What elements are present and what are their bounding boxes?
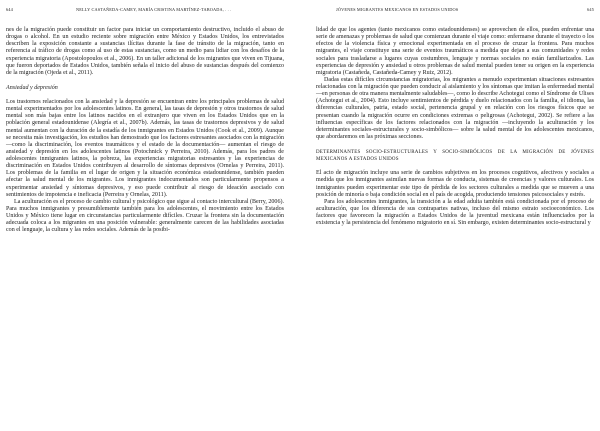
left-page: [0, 0, 290, 431]
paragraph: Los trastornos relacionados con la ansiedad y la depresión se encuentran entre los principales problemas de salud mental experimentados por los adolescentes latinos. En general, las tasas de depresión y otros trastornos de salud mental son más bajas entre los latinos nacidos en el extranjero que viven en los Estados Unidos que en la población general estadounidense (Alegría et al., 2007b). Además, las tasas de trastornos depresivos y de salud mental aumentan con la duración de la estadía de los inmigrantes en Estados Unidos (Cook et al., 2009). Aunque se necesita más investigación, los estudios han demostrado que los factores estresantes asociados con la migración —como la discriminación, los eventos traumáticos y el estado de la documentación— aumentan el riesgo de ansiedad y depresión en los adolescentes latinos (Potochnick y Perreira, 2010). Además, para los padres de adolescentes inmigrantes latinos, la pobreza, las experiencias migratorias estresantes y las experiencias de discriminación en Estados Unidos contribuyen al desarrollo de síntomas depresivos (Ornelas y Perreira, 2011). Los problemas de la familia en el lugar de origen y la situación económica estadounidense, también pueden afectar la salud mental de los migrantes. Los inmigrantes indocumentados son particularmente propensos a experimentar ansiedad y síntomas depresivos, y eso puede contribuir al riesgo de ideación asociado con sentimientos de impotencia e ineficacia (Perreira y Ornelas, 2011).: [6, 99, 284, 198]
paragraph: Dadas estas difíciles circunstancias migratorias, los migrantes a menudo experimentan situaciones estresantes relacionadas con la migración que pueden conducir al aislamiento y los síntomas que imitan la enfermedad mental —en personas de otra manera mentalmente saludables—, como lo describe Achotegui como el Síndrome de Ulises (Achotegui et al., 2004). Esto incluye sentimientos de pérdida y duelo relacionados con la familia, el idioma, las diferencias culturales, patria, estado social, pertenencia grupal y en relación con los riesgos físicos que se presentan cuando la migración ocurre en condiciones extremas o peligrosas (Achotegui, 2002). Se refiere a las influencias específicas de los factores relacionados con la migración —incluyendo la aculturación y los determinantes sociales-estructurales y socio-simbólicos— sobre la salud mental de los adolescentes mexicanos, que abordaremos en las próximas secciones.: [316, 76, 594, 140]
paragraph: nes de la migración puede constituir un factor para iniciar un comportamiento destructivo, incluido el abuso de drogas o alcohol. En un estudio reciente sobre migración entre México y Estados Unidos, los entrevistados describen la exposición constante a sustancias ilícitas durante la fase de tránsito de la migración, tanto en referencia al tráfico de drogas como al uso de estas sustancias, como un medio para lidiar con los desafíos de la experiencia migratoria (Apostolopoulos et al., 2006). En un taller adicional de los migrantes que viven en Tijuana, que fueron deportados de Estados Unidos, también señala el inicio del abuso de sustancias después del comienzo de la migración (Ojeda et al., 2011).: [6, 27, 284, 76]
right-page: [310, 0, 600, 431]
right-page-header: [316, 7, 594, 15]
paragraph: lidad de que los agentes (tanto mexicanos como estadounidenses) se aprovechen de ellos, pueden enfrentar una serie de amenazas y problemas de salud que comienzan durante el viaje como: enfermarse durante el trayecto o los efectos de la violencia física y emocional experimentada en el proceso de cruzar la frontera. Para muchos migrantes, el viaje constituye una serie de eventos traumáticos a medida que dejan a sus comunidades y redes sociales para trasladarse a lugares cuyas costumbres, lenguaje y normas sociales no están familiarizados. Las experiencias de depresión y ansiedad u otros problemas de salud mental pueden tener su origen en la experiencia migratoria (Castañeda, Castañeda-Camey y Ruiz, 2012).: [316, 27, 594, 76]
page-number: 645: [587, 7, 594, 12]
paragraph: Para los adolescentes inmigrantes, la transición a la edad adulta también está condicionada por el proceso de aculturación, que los diferencia de sus contrapartes nativas, incluso del mismo estrato socioeconómico. Los factores que favorecen la migración a Estados Unidos de la juventud mexicana están influenciados por la existencia y la persistencia del fenómeno migratorio en sí. Sin embargo, existen determinantes socio-estructural y: [316, 198, 594, 227]
paragraph: El acto de migración incluye una serie de cambios subjetivos en los procesos cognitivos, afectivos y sociales a medida que los inmigrantes asimilan nuevas formas de conducta, sistemas de creencias y valores culturales. Los inmigrantes pueden experimentar este tipo de pérdida de los sectores culturales a medida que se mueven a una posición de minoría o baja condición social en el país de acogida, produciendo tensiones psicosociales y estrés.: [316, 170, 594, 198]
paragraph: La aculturación es el proceso de cambio cultural y psicológico que sigue al contacto intercultural (Berry, 2006). Para muchos inmigrantes y presumiblemente también para los adolescentes, el movimiento entre los Estados Unidos y México tiene lugar en circunstancias particularmente difíciles. Cruzar la frontera sin la documentación adecuada coloca a los migrantes en una posición vulnerable: generalmente carecen de las habilidades asociadas con el lenguaje, la cultura y las redes sociales. Además de la posibi-: [6, 198, 284, 234]
running-head: NELLY CASTAÑEDA-CAMEY, MARÍA CRISTINA MARTÍNEZ-TABOADA, . . .: [76, 7, 232, 12]
left-page-body: [6, 27, 284, 427]
right-page-body: [316, 27, 594, 427]
section-heading: Ansiedad y depresión: [6, 84, 58, 91]
left-page-header: [6, 7, 284, 15]
page-number: 644: [6, 7, 13, 12]
running-head: JÓVENES MIGRANTES MEXICANOS EN ESTADOS UNIDOS: [336, 7, 459, 12]
section-heading: DETERMINANTES SOCIO-ESTRUCTURALES Y SOCIO-SIMBÓLICOS DE LA MIGRACIÓN DE JÓVENES MEXICANOS A ESTADOS UNIDOS: [316, 150, 594, 163]
